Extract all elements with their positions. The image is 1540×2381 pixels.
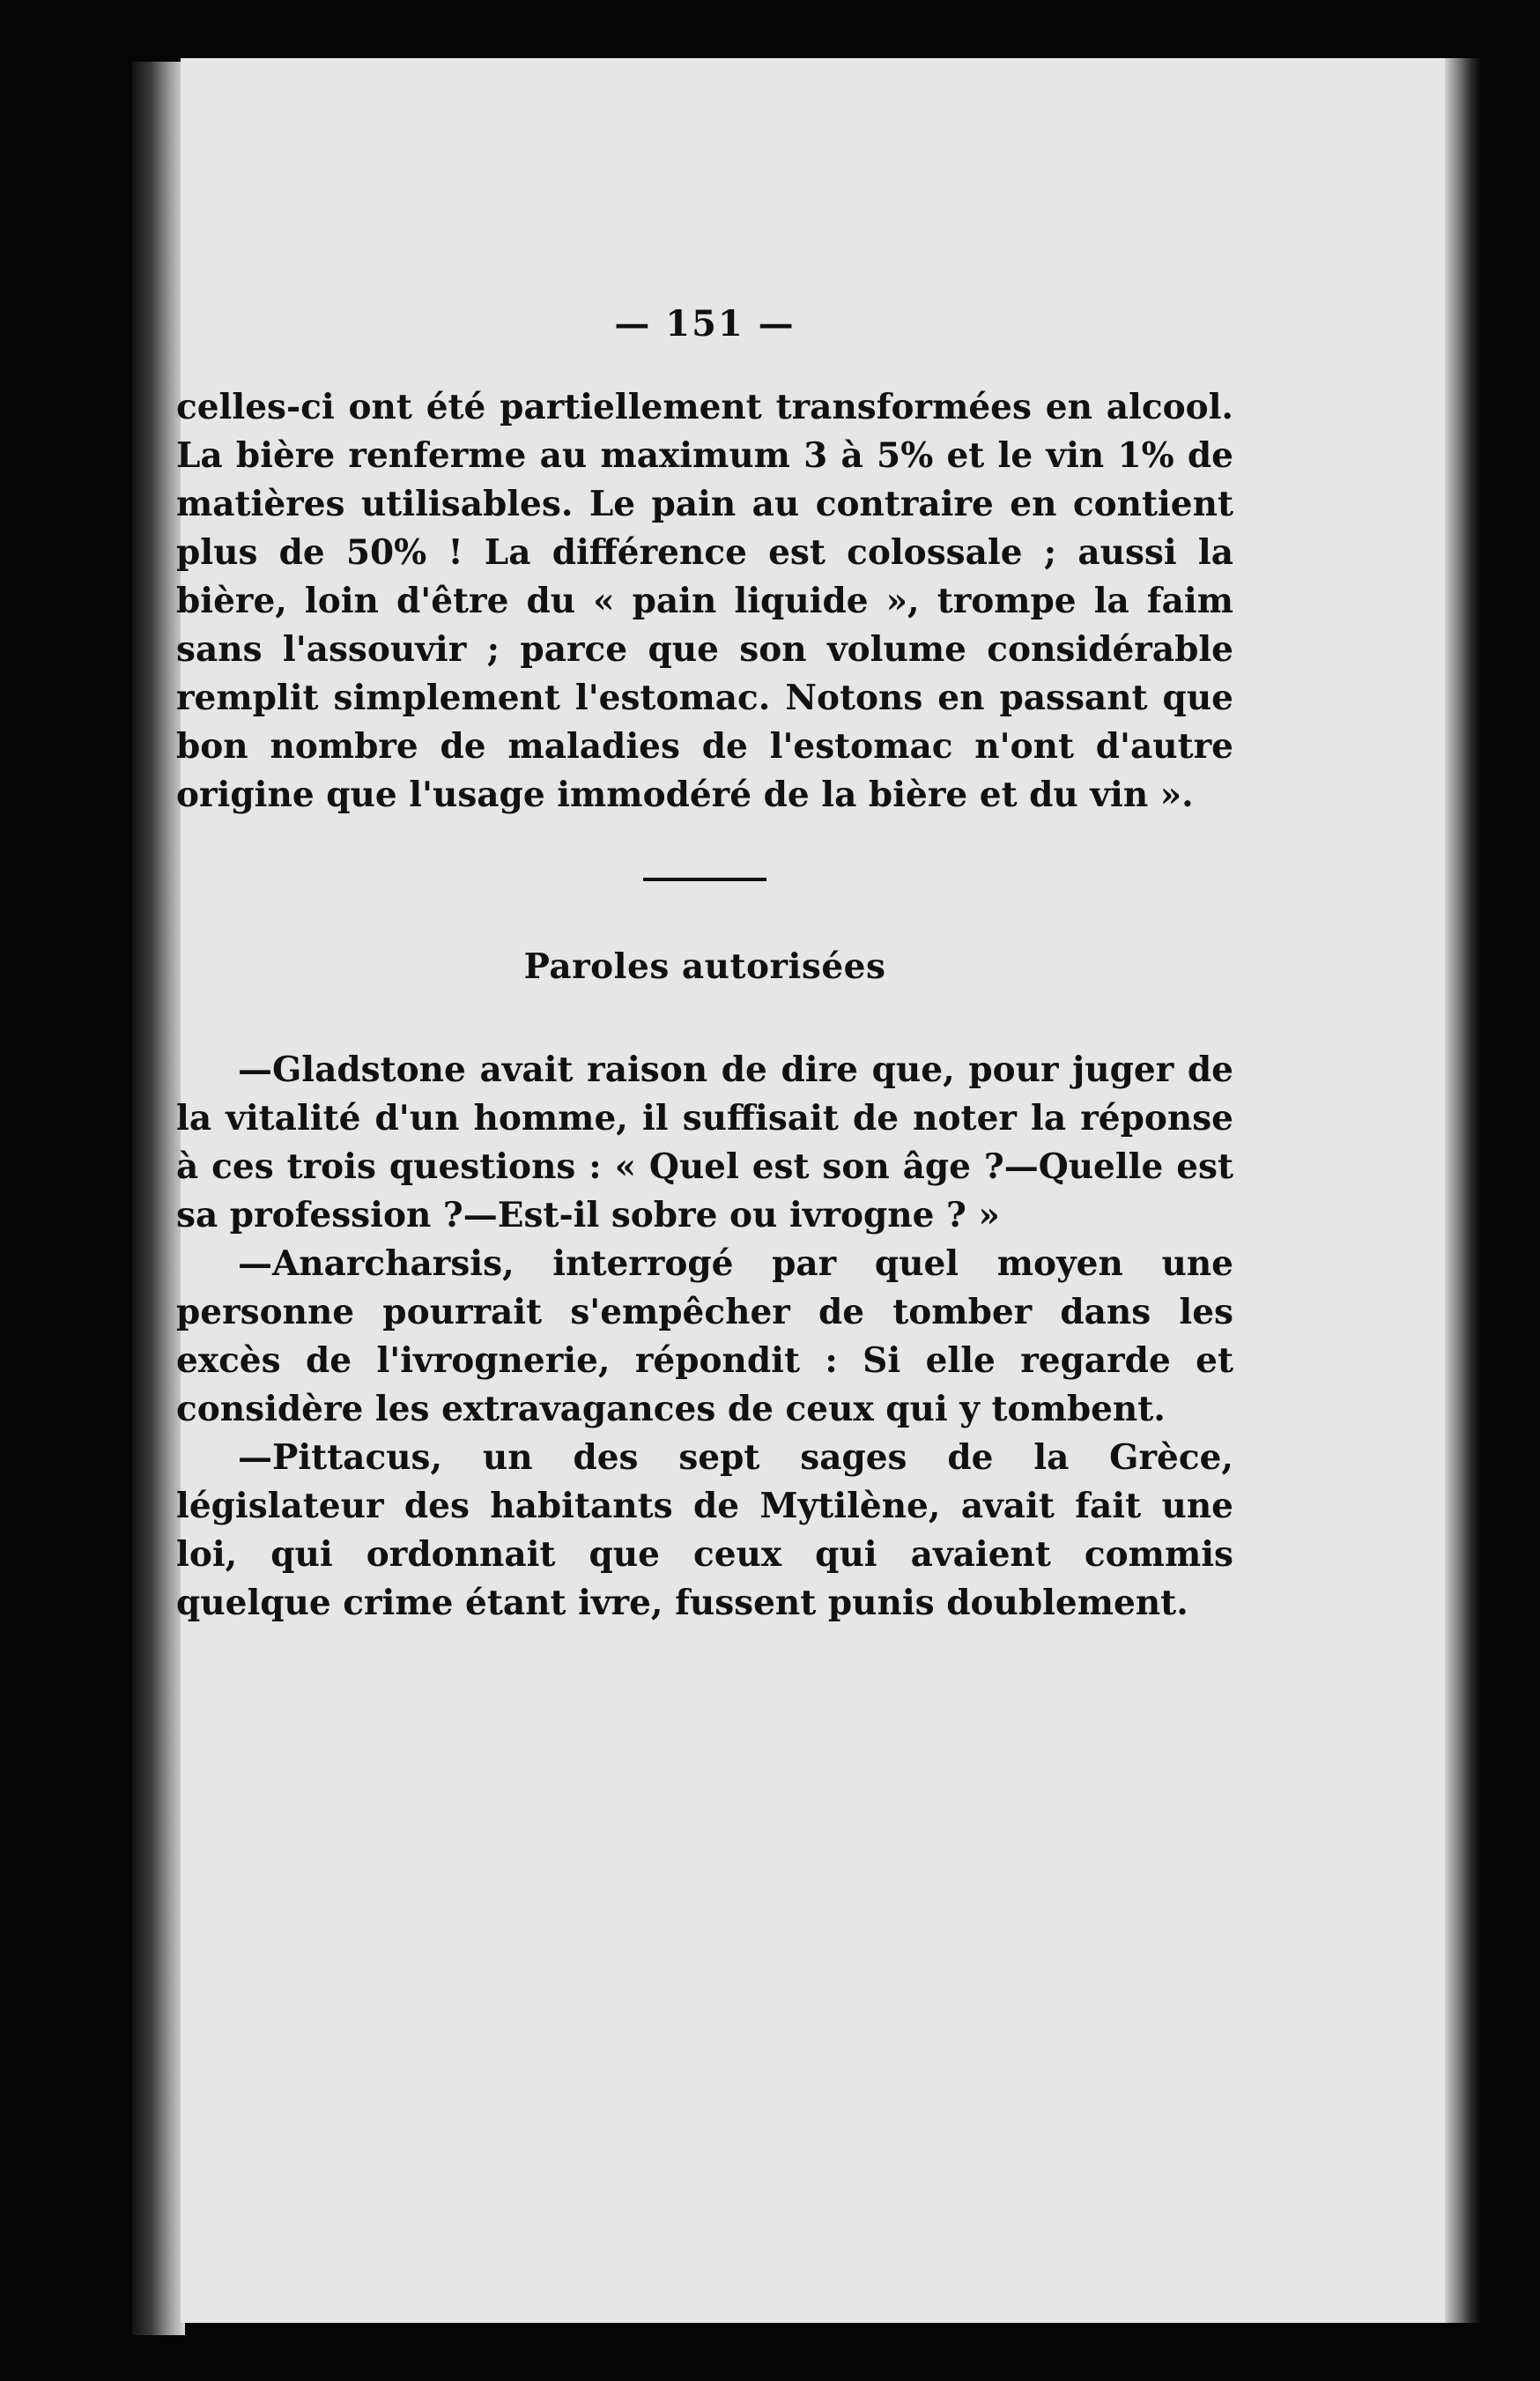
paragraph-pittacus: —Pittacus, un des sept sages de la Grèce, législateur des habitants de Mytilène, avait fait une loi, qui ordonnait que ceux qui avaient commis quelque crime étant ivre, fussent punis doublement.: [176, 1437, 1233, 1623]
page-edge-shadow: [1445, 58, 1480, 2323]
section-divider: [643, 878, 766, 881]
page-number: — 151 —: [614, 303, 796, 345]
paragraph-anarcharsis: —Anarcharsis, interrogé par quel moyen une personne pourrait s'empêcher de tomber dans les excès de l'ivrognerie, répondit : Si elle regarde et considère les extravagances de ceux qui y tombent.: [176, 1243, 1233, 1429]
intro-paragraph: celles-ci ont été partiellement transformées en alcool. La bière renferme au maximum 3 à 5% et le vin 1% de matières utilisables. Le pain au contraire en contient plus de 50% ! La différence est colossale ; aussi la bière, loin d'être du « pain liquide », trompe la faim sans l'assouvir ; parce que son volume considérable remplit simplement l'estomac. Notons en passant que bon nombre de maladies de l'estomac n'ont d'autre origine que l'usage immodéré de la bière et du vin ».: [176, 387, 1233, 815]
page-text: [176, 300, 1233, 1628]
paragraph-gladstone: —Gladstone avait raison de dire que, pour juger de la vitalité d'un homme, il suffisait de noter la réponse à ces trois questions : « Quel est son âge ?—Quelle est sa profession ?—Est-il sobre ou ivrogne ? »: [176, 1050, 1233, 1235]
section-title: Paroles autorisées: [523, 946, 886, 987]
